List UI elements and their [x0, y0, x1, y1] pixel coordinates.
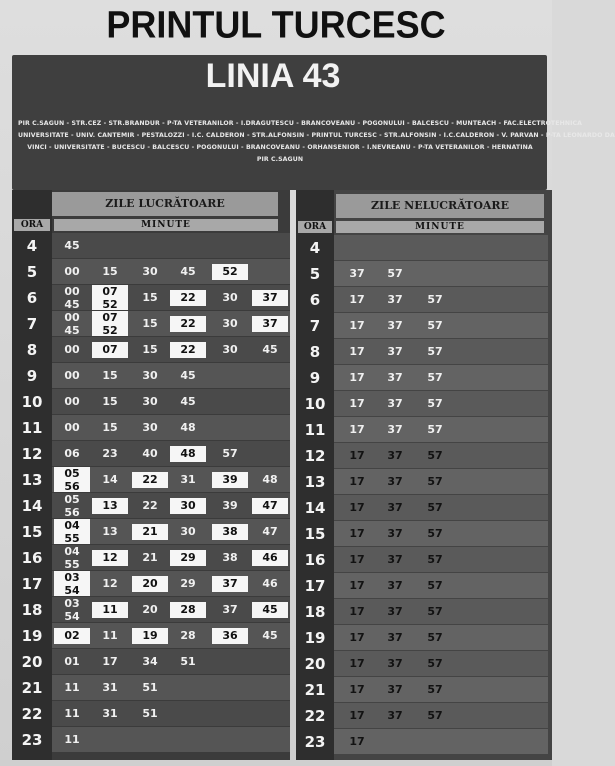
minute-cell: 04 55: [54, 519, 90, 544]
minute-cell: 52: [212, 264, 248, 280]
minute-cell: 19: [132, 628, 168, 644]
hour-label: 5: [26, 263, 38, 281]
minute-cell: 23: [102, 447, 118, 460]
weekday-minute-header: MINUTE: [54, 219, 278, 231]
hour-label: 6: [26, 289, 38, 307]
minute-cell: 37: [387, 475, 403, 488]
minute-cell: 38: [222, 551, 238, 564]
line-name: LINIA 43: [205, 57, 341, 95]
hour-label: 11: [304, 421, 326, 439]
minute-cell: 29: [170, 550, 206, 566]
minute-cell: 22: [170, 290, 206, 306]
minute-cell: 00: [64, 395, 80, 408]
minute-cell: 17: [349, 293, 365, 306]
hour-label: 8: [309, 343, 321, 361]
minute-cell: 17: [349, 397, 365, 410]
minute-cell: 07 52: [92, 311, 128, 336]
hour-label: 16: [21, 549, 43, 567]
minute-cell: 37: [387, 293, 403, 306]
hour-label: 20: [21, 653, 43, 671]
minute-cell: 13: [102, 525, 118, 538]
table-row: [334, 235, 548, 260]
minute-cell: 17: [349, 527, 365, 540]
minute-cell: 17: [349, 605, 365, 618]
minute-cell: 51: [142, 681, 158, 694]
hour-label: 22: [304, 707, 326, 725]
minute-cell: 20: [142, 603, 158, 616]
hour-label: 14: [304, 499, 326, 517]
minute-cell: 46: [262, 577, 278, 590]
minute-cell: 22: [170, 342, 206, 358]
minute-cell: 34: [142, 655, 158, 668]
minute-cell: 57: [427, 501, 443, 514]
minute-cell: 57: [427, 319, 443, 332]
hour-label: 20: [304, 655, 326, 673]
minute-cell: 37: [222, 603, 238, 616]
minute-cell: 30: [142, 395, 158, 408]
minute-cell: 57: [427, 631, 443, 644]
minute-cell: 57: [427, 397, 443, 410]
minute-cell: 17: [349, 631, 365, 644]
minute-cell: 57: [427, 683, 443, 696]
hour-label: 7: [309, 317, 321, 335]
minute-cell: 17: [349, 475, 365, 488]
minute-cell: 28: [170, 602, 206, 618]
minute-cell: 11: [64, 733, 80, 746]
minute-cell: 37: [387, 553, 403, 566]
minute-cell: 57: [427, 475, 443, 488]
minute-cell: 07: [92, 342, 128, 358]
hour-label: 19: [21, 627, 43, 645]
minute-cell: 22: [132, 472, 168, 488]
minute-cell: 17: [349, 345, 365, 358]
weekday-ora-header: ORA: [14, 219, 50, 231]
hour-label: 5: [309, 265, 321, 283]
hour-label: 9: [309, 369, 321, 387]
hour-label: 7: [26, 315, 38, 333]
minute-cell: 39: [212, 472, 248, 488]
minute-cell: 20: [132, 576, 168, 592]
minute-cell: 57: [222, 447, 238, 460]
hour-label: 10: [21, 393, 43, 411]
weekend-ora-header: ORA: [298, 221, 332, 233]
minute-cell: 17: [349, 683, 365, 696]
minute-cell: 57: [427, 605, 443, 618]
minute-cell: 28: [180, 629, 196, 642]
minute-cell: 17: [349, 709, 365, 722]
hour-label: 12: [21, 445, 43, 463]
minute-cell: 00: [64, 369, 80, 382]
minute-cell: 57: [427, 345, 443, 358]
minute-cell: 45: [180, 395, 196, 408]
minute-cell: 30: [222, 291, 238, 304]
route-line: PIR C.SAGUN: [256, 156, 304, 163]
minute-cell: 39: [222, 499, 238, 512]
hour-label: 23: [304, 733, 326, 751]
hour-label: 13: [304, 473, 326, 491]
minute-cell: 17: [349, 553, 365, 566]
hour-label: 11: [21, 419, 43, 437]
minute-cell: 57: [427, 657, 443, 670]
minute-cell: 15: [102, 369, 118, 382]
minute-cell: 31: [180, 473, 196, 486]
hour-label: 12: [304, 447, 326, 465]
minute-cell: 37: [387, 631, 403, 644]
minute-cell: 37: [387, 319, 403, 332]
minute-cell: 00: [64, 343, 80, 356]
minute-cell: 22: [170, 316, 206, 332]
minute-cell: 30: [222, 343, 238, 356]
minute-cell: 03 54: [64, 597, 80, 623]
minute-cell: 57: [427, 553, 443, 566]
minute-cell: 57: [427, 449, 443, 462]
minute-cell: 57: [427, 371, 443, 384]
hour-label: 10: [304, 395, 326, 413]
minute-cell: 37: [252, 316, 288, 332]
minute-cell: 29: [180, 577, 196, 590]
minute-cell: 06: [64, 447, 80, 460]
minute-cell: 57: [427, 709, 443, 722]
minute-cell: 37: [387, 709, 403, 722]
minute-cell: 36: [212, 628, 248, 644]
minute-cell: 47: [262, 525, 278, 538]
hour-label: 18: [21, 601, 43, 619]
minute-cell: 51: [180, 655, 196, 668]
minute-cell: 15: [102, 421, 118, 434]
minute-cell: 57: [427, 579, 443, 592]
minute-cell: 37: [387, 579, 403, 592]
minute-cell: 37: [387, 605, 403, 618]
minute-cell: 11: [64, 681, 80, 694]
hour-label: 21: [21, 679, 43, 697]
minute-cell: 00: [64, 265, 80, 278]
minute-cell: 57: [387, 267, 403, 280]
hour-label: 22: [21, 705, 43, 723]
minute-cell: 11: [92, 602, 128, 618]
minute-cell: 37: [387, 527, 403, 540]
minute-cell: 15: [142, 317, 158, 330]
minute-cell: 46: [252, 550, 288, 566]
weekend-minute-header: MINUTE: [336, 221, 544, 233]
minute-cell: 45: [262, 629, 278, 642]
minute-cell: 17: [349, 449, 365, 462]
weekend-title: ZILE NELUCRĂTOARE: [336, 194, 544, 218]
minute-cell: 15: [102, 395, 118, 408]
hour-label: 9: [26, 367, 38, 385]
minute-cell: 17: [349, 735, 365, 748]
minute-cell: 45: [252, 602, 288, 618]
minute-cell: 12: [92, 550, 128, 566]
minute-cell: 40: [142, 447, 158, 460]
minute-cell: 30: [170, 498, 206, 514]
minute-cell: 37: [387, 449, 403, 462]
minute-cell: 01: [64, 655, 80, 668]
minute-cell: 04 55: [64, 545, 80, 571]
minute-cell: 17: [349, 371, 365, 384]
minute-cell: 30: [142, 369, 158, 382]
hour-label: 17: [21, 575, 43, 593]
minute-cell: 38: [212, 524, 248, 540]
minute-cell: 31: [102, 681, 118, 694]
minute-cell: 37: [387, 657, 403, 670]
hour-label: 6: [309, 291, 321, 309]
minute-cell: 30: [180, 525, 196, 538]
hour-label: 21: [304, 681, 326, 699]
hour-label: 8: [26, 341, 38, 359]
route-line: UNIVERSITATE - UNIV. CANTEMIR - PESTALOZZI - I.C. CALDERON - STR.ALFONSIN - PRINTUL TURCESC - STR.ALFONSIN - I.C.CALDERON - V. PARVAN - P-TA LEONARDO DA: [18, 132, 615, 139]
minute-cell: 57: [427, 293, 443, 306]
minute-cell: 57: [427, 527, 443, 540]
hour-label: 15: [304, 525, 326, 543]
hour-label: 18: [304, 603, 326, 621]
route-line: PIR C.SAGUN - STR.CEZ - STR.BRANDUR - P-TA VETERANILOR - I.DRAGUTESCU - BRANCOVEANU - POGONULUI - BALCESCU - MUNTEACH - FAC.ELECTROTEHNICA: [18, 120, 583, 127]
minute-cell: 21: [142, 551, 158, 564]
minute-cell: 03 54: [54, 571, 90, 596]
minute-cell: 45: [180, 265, 196, 278]
route-description: [18, 118, 615, 166]
minute-cell: 11: [102, 629, 118, 642]
minute-cell: 00: [64, 421, 80, 434]
minute-cell: 05 56: [54, 467, 90, 492]
hour-label: 15: [21, 523, 43, 541]
minute-cell: 17: [349, 657, 365, 670]
minute-cell: 12: [102, 577, 118, 590]
minute-cell: 14: [102, 473, 118, 486]
minute-cell: 11: [64, 707, 80, 720]
minute-cell: 17: [349, 423, 365, 436]
minute-cell: 47: [252, 498, 288, 514]
hour-label: 4: [26, 237, 38, 255]
minute-cell: 05 56: [64, 493, 80, 519]
minute-cell: 07 52: [92, 285, 128, 310]
minute-cell: 37: [212, 576, 248, 592]
minute-cell: 22: [142, 499, 158, 512]
minute-cell: 17: [102, 655, 118, 668]
minute-cell: 37: [387, 371, 403, 384]
minute-cell: 15: [142, 343, 158, 356]
minute-cell: 37: [387, 345, 403, 358]
route-line: VINCI - UNIVERSITATE - BUCESCU - BALCESCU - POGONULUI - BRANCOVEANU - ORHANSENIOR - I.NEVREANU - P-TA VETERANILOR - HERNATINA: [27, 144, 533, 151]
minute-cell: 57: [427, 423, 443, 436]
minute-cell: 30: [142, 265, 158, 278]
hour-label: 16: [304, 551, 326, 569]
minute-cell: 31: [102, 707, 118, 720]
minute-cell: 15: [102, 265, 118, 278]
minute-cell: 30: [222, 317, 238, 330]
hour-label: 19: [304, 629, 326, 647]
minute-cell: 37: [387, 397, 403, 410]
minute-cell: 21: [132, 524, 168, 540]
minute-cell: 51: [142, 707, 158, 720]
hour-label: 23: [21, 731, 43, 749]
minute-cell: 00 45: [64, 311, 80, 337]
hour-label: 4: [309, 239, 321, 257]
minute-cell: 30: [142, 421, 158, 434]
minute-cell: 48: [262, 473, 278, 486]
minute-cell: 45: [64, 239, 80, 252]
hour-label: 14: [21, 497, 43, 515]
minute-cell: 37: [387, 683, 403, 696]
weekday-title: ZILE LUCRĂTOARE: [52, 192, 278, 216]
hour-label: 13: [21, 471, 43, 489]
minute-cell: 48: [180, 421, 196, 434]
minute-cell: 13: [92, 498, 128, 514]
minute-cell: 37: [349, 267, 365, 280]
hour-label: 17: [304, 577, 326, 595]
minute-cell: 17: [349, 579, 365, 592]
minute-cell: 17: [349, 501, 365, 514]
minute-cell: 45: [262, 343, 278, 356]
minute-cell: 17: [349, 319, 365, 332]
minute-cell: 45: [180, 369, 196, 382]
minute-cell: 48: [170, 446, 206, 462]
stop-title: PRINTUL TURCESC: [106, 2, 446, 46]
minute-cell: 37: [252, 290, 288, 306]
minute-cell: 00 45: [64, 285, 80, 311]
minute-cell: 02: [54, 628, 90, 644]
minute-cell: 37: [387, 423, 403, 436]
minute-cell: 37: [387, 501, 403, 514]
minute-cell: 15: [142, 291, 158, 304]
